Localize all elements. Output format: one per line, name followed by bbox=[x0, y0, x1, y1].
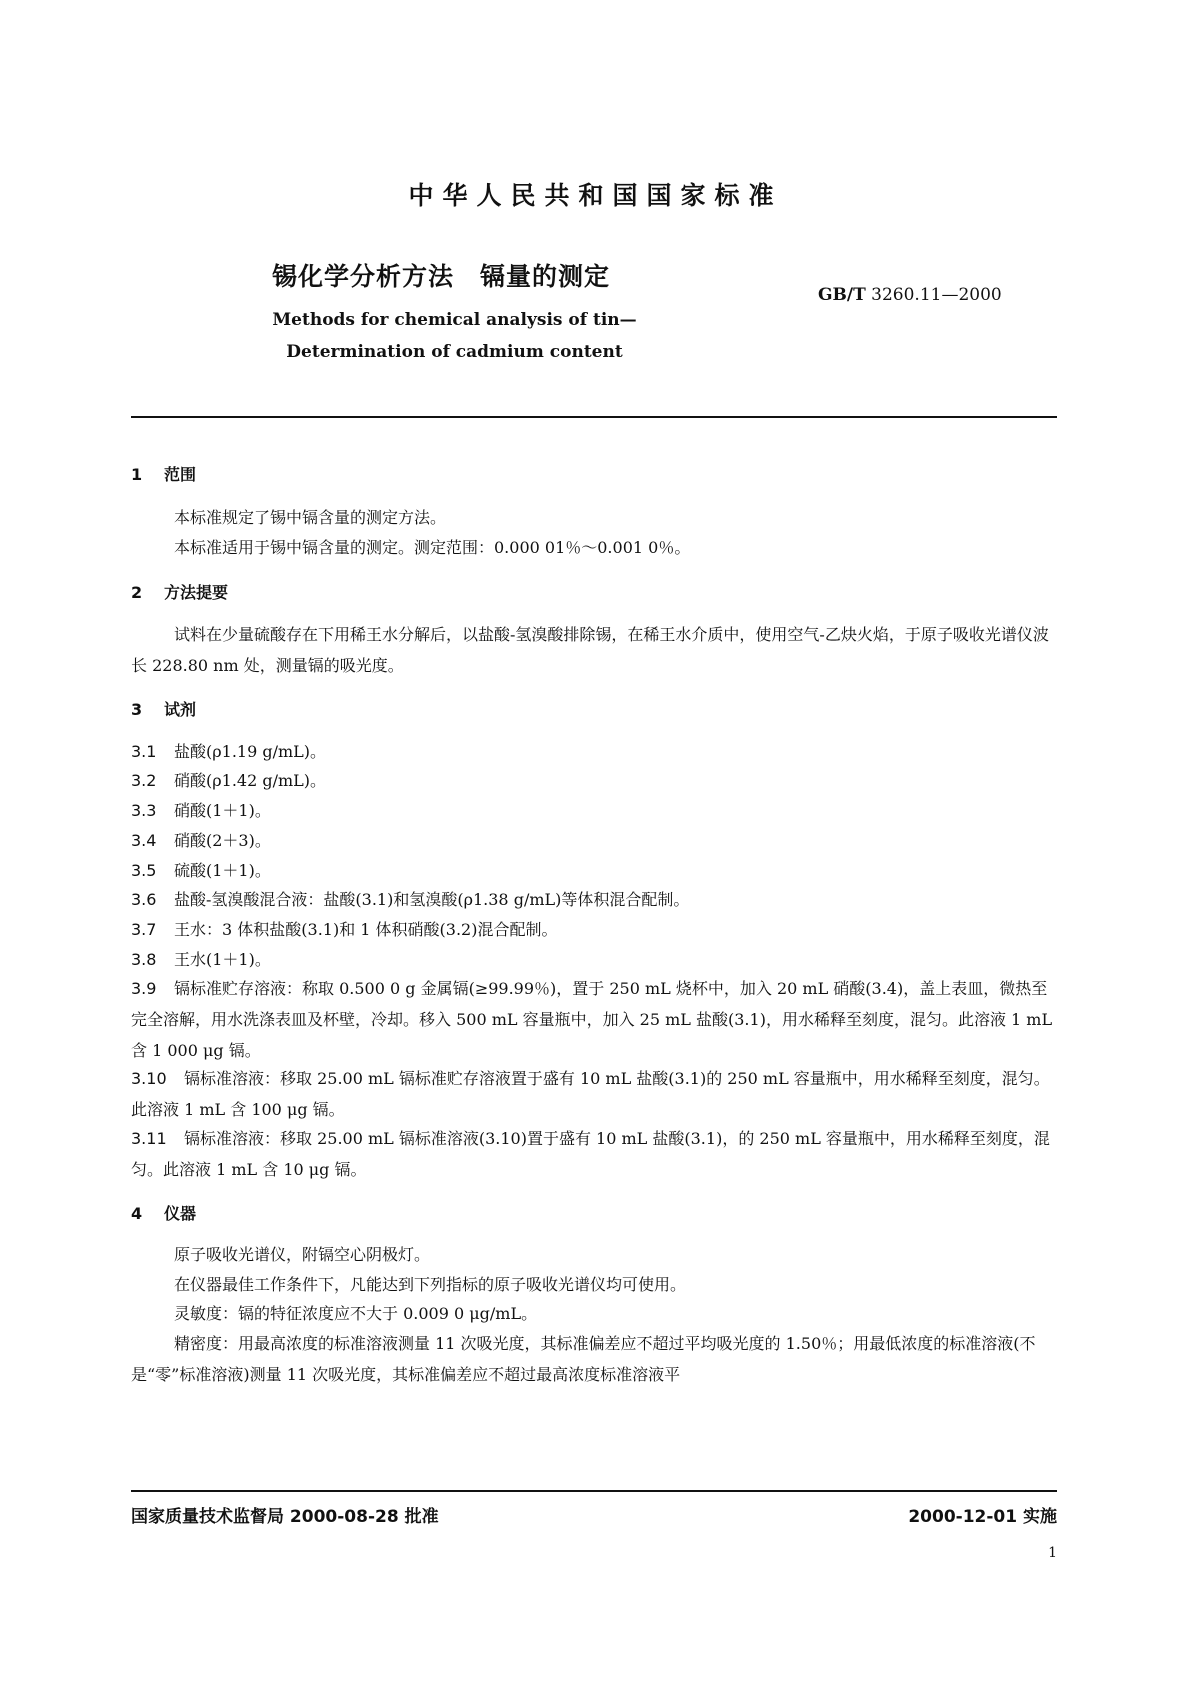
footer-divider bbox=[131, 1490, 1057, 1492]
reagent-item bbox=[131, 795, 1057, 826]
item-number: 3.4 bbox=[131, 831, 157, 850]
reagent-item bbox=[131, 765, 1057, 796]
standard-prefix: GB/T bbox=[818, 285, 866, 305]
item-text: 硝酸(2＋3)。 bbox=[174, 831, 271, 850]
item-number: 3.10 bbox=[131, 1069, 167, 1088]
section-title: 仪器 bbox=[164, 1204, 197, 1223]
item-text: 盐酸(ρ1.19 g/mL)。 bbox=[174, 742, 327, 761]
section-1-para-1: 本标准规定了锡中镉含量的测定方法。 bbox=[174, 508, 447, 527]
section-2-para: 试料在少量硫酸存在下用稀王水分解后，以盐酸-氢溴酸排除锡，在稀王水介质中，使用空气-乙炔火焰，于原子吸收光谱仪波长 228.80 nm 处，测量镉的吸光度。 bbox=[131, 625, 1049, 675]
section-title: 范围 bbox=[164, 465, 197, 484]
national-standard-heading: 中华人民共和国国家标准 bbox=[408, 181, 783, 210]
item-number: 3.9 bbox=[131, 979, 157, 998]
approval-date: 国家质量技术监督局 2000-08-28 批准 bbox=[131, 1507, 439, 1527]
document-title-cn: 锡化学分析方法 镉量的测定 bbox=[272, 262, 611, 291]
section-4-para-3: 灵敏度：镉的特征浓度应不大于 0.009 0 μg/mL。 bbox=[174, 1304, 538, 1323]
section-number: 2 bbox=[131, 583, 143, 602]
section-number: 3 bbox=[131, 700, 143, 719]
document-title-en-line2: Determination of cadmium content bbox=[286, 342, 623, 362]
item-number: 3.3 bbox=[131, 801, 157, 820]
section-4-heading bbox=[131, 1201, 196, 1224]
section-3-heading bbox=[131, 697, 196, 720]
section-title: 试剂 bbox=[164, 700, 197, 719]
reagent-item bbox=[131, 1063, 1057, 1125]
item-number: 3.5 bbox=[131, 861, 157, 880]
item-number: 3.6 bbox=[131, 890, 157, 909]
item-number: 3.1 bbox=[131, 742, 157, 761]
item-text: 硫酸(1＋1)。 bbox=[174, 861, 271, 880]
section-number: 4 bbox=[131, 1204, 143, 1223]
section-2-heading bbox=[131, 580, 228, 603]
section-4-para-1: 原子吸收光谱仪，附镉空心阴极灯。 bbox=[174, 1245, 431, 1264]
item-text: 王水(1＋1)。 bbox=[174, 950, 271, 969]
standard-code: 3260.11—2000 bbox=[865, 285, 1002, 305]
section-4-para-2: 在仪器最佳工作条件下，凡能达到下列指标的原子吸收光谱仪均可使用。 bbox=[174, 1275, 687, 1294]
section-1-para-2: 本标准适用于锡中镉含量的测定。测定范围：0.000 01％～0.001 0％。 bbox=[174, 538, 691, 557]
item-text: 镉标准贮存溶液：称取 0.500 0 g 金属镉(≥99.99％)，置于 250 mL 烧杯中，加入 20 mL 硝酸(3.4)，盖上表皿，微热至完全溶解，用水洗涤表皿及杯壁，冷却。移入 500 mL 容量瓶中，加入 25 mL 盐酸(3.1)，用水稀释至刻度，混匀。此溶液 1 mL 含 1 000 μg 镉。 bbox=[131, 979, 1053, 1060]
item-text: 盐酸-氢溴酸混合液：盐酸(3.1)和氢溴酸(ρ1.38 g/mL)等体积混合配制。 bbox=[174, 890, 690, 909]
section-1-heading bbox=[131, 462, 196, 485]
item-text: 镉标准溶液：移取 25.00 mL 镉标准贮存溶液置于盛有 10 mL 盐酸(3.1)的 250 mL 容量瓶中，用水稀释至刻度，混匀。此溶液 1 mL 含 100 μg 镉。 bbox=[131, 1069, 1050, 1119]
item-text: 硝酸(ρ1.42 g/mL)。 bbox=[174, 771, 327, 790]
reagent-item bbox=[131, 825, 1057, 856]
reagent-item bbox=[131, 914, 1057, 945]
reagent-item bbox=[131, 736, 1057, 767]
header-divider bbox=[131, 416, 1057, 418]
item-number: 3.11 bbox=[131, 1129, 167, 1148]
section-4-para-4: 精密度：用最高浓度的标准溶液测量 11 次吸光度，其标准偏差应不超过平均吸光度的 1.50％；用最低浓度的标准溶液(不是“零”标准溶液)测量 11 次吸光度，其标准偏差应不超过最高浓度标准溶液平 bbox=[131, 1334, 1036, 1384]
section-number: 1 bbox=[131, 465, 143, 484]
standard-number bbox=[818, 285, 1002, 305]
item-text: 硝酸(1＋1)。 bbox=[174, 801, 271, 820]
item-number: 3.7 bbox=[131, 920, 157, 939]
document-title-en-line1: Methods for chemical analysis of tin— bbox=[272, 310, 637, 330]
reagent-item bbox=[131, 855, 1057, 886]
section-title: 方法提要 bbox=[164, 583, 229, 602]
reagent-item bbox=[131, 1123, 1057, 1185]
item-text: 镉标准溶液：移取 25.00 mL 镉标准溶液(3.10)置于盛有 10 mL 盐酸(3.1)，的 250 mL 容量瓶中，用水稀释至刻度，混匀。此溶液 1 mL 含 10 μg 镉。 bbox=[131, 1129, 1050, 1179]
item-number: 3.8 bbox=[131, 950, 157, 969]
reagent-item bbox=[131, 973, 1057, 1066]
reagent-item bbox=[131, 944, 1057, 975]
item-text: 王水：3 体积盐酸(3.1)和 1 体积硝酸(3.2)混合配制。 bbox=[174, 920, 558, 939]
page-number: 1 bbox=[1048, 1545, 1057, 1561]
implementation-date: 2000-12-01 实施 bbox=[908, 1507, 1057, 1527]
item-number: 3.2 bbox=[131, 771, 157, 790]
reagent-item bbox=[131, 884, 1057, 915]
